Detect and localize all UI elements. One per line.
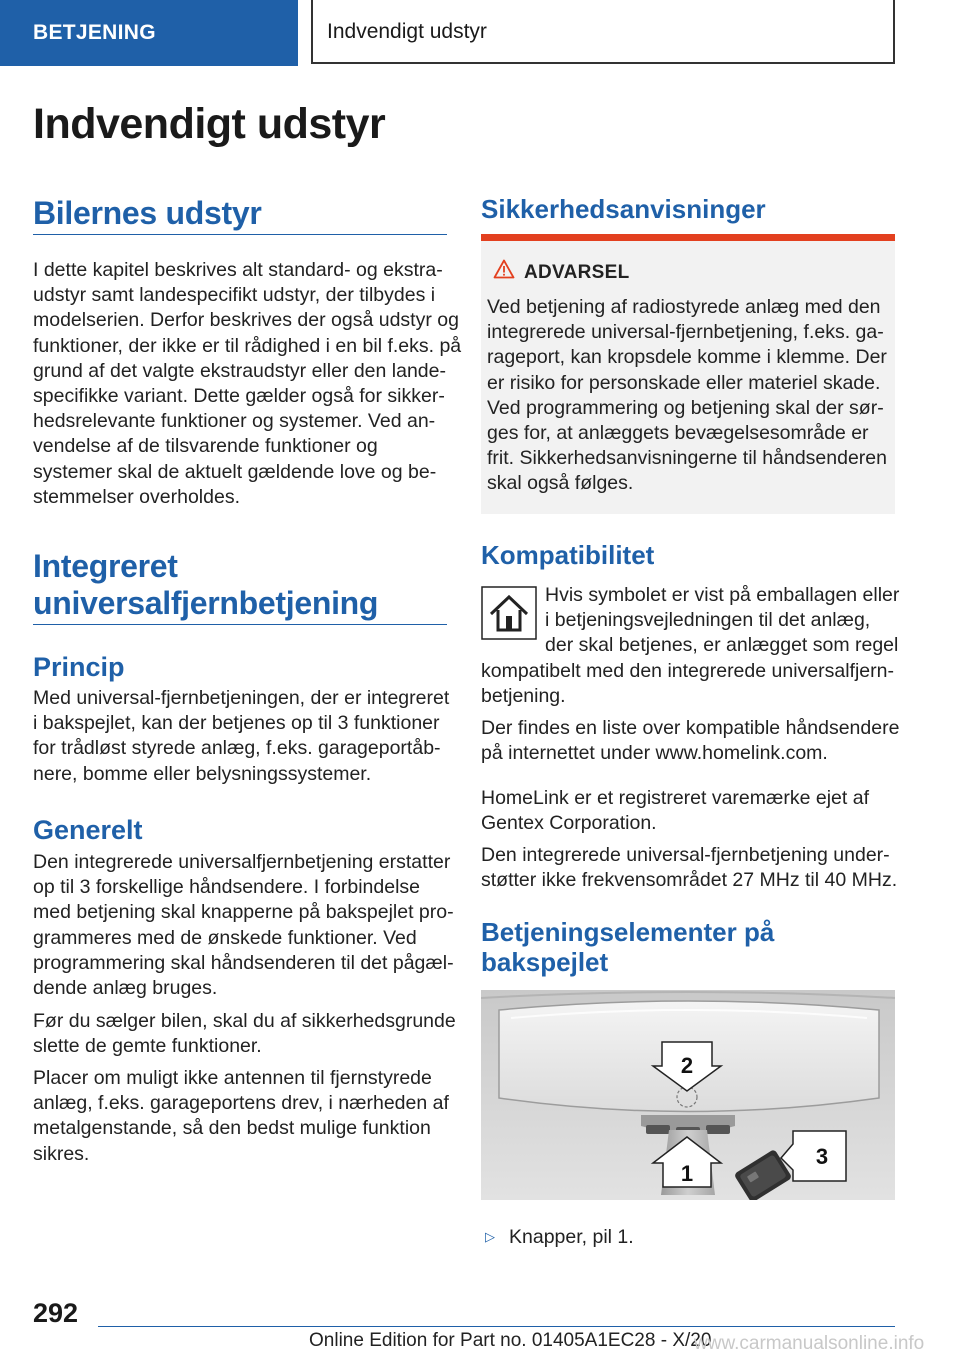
text-line: betjening. xyxy=(481,685,566,708)
text-line: anlæg, f.eks. garageportens drev, i nærheden af xyxy=(33,1092,449,1115)
text-line: for trådløst styrede anlæg, f.eks. garageportåb- xyxy=(33,737,441,760)
text-line: systemer skal de aktuelt gældende love og be- xyxy=(33,460,437,483)
text-line: op til 3 forskellige håndsendere. I forbindelse xyxy=(33,876,420,899)
mirror-label-1: 1 xyxy=(680,1161,694,1186)
watermark: www.carmanualsonline.info xyxy=(694,1333,925,1354)
text-line: modelserien. Derfor beskrives der også udstyr og xyxy=(33,309,459,332)
edition-text: Online Edition for Part no. 01405A1EC28 - X/20 xyxy=(309,1330,712,1351)
bullet-triangle-icon: ▷ xyxy=(485,1229,495,1244)
homelink-compatibility-icon xyxy=(481,586,537,640)
frequency-text xyxy=(481,843,897,893)
bullet-item xyxy=(481,1225,634,1251)
mirror-label-3: 3 xyxy=(815,1144,829,1169)
kompat-text-full xyxy=(481,659,894,709)
heading-generelt: Generelt xyxy=(33,815,143,845)
text-line: Den integrerede universal-fjernbetjening under- xyxy=(481,844,890,866)
text-line: Der findes en liste over kompatible håndsendere xyxy=(481,717,900,739)
heading-rule xyxy=(33,624,447,625)
text-line: Den integrerede universalfjernbetjening erstatter xyxy=(33,851,451,873)
paragraph-generelt-1 xyxy=(33,850,454,1001)
text-line: hedsrelevante funktioner og systemer. Ved an- xyxy=(33,410,436,433)
text-line: integrerede universal-fjernbetjening, f.eks. ga- xyxy=(487,321,884,344)
text-line: metalgenstande, så den bedst mulige funktion xyxy=(33,1117,431,1140)
text-line: rageport, kan kropsdele komme i klemme. Der xyxy=(487,346,887,369)
text-line: Før du sælger bilen, skal du af sikkerhedsgrunde xyxy=(33,1010,456,1032)
text-line: Gentex Corporation. xyxy=(481,812,657,835)
section-tab: BETJENING xyxy=(0,0,298,66)
text-line: funktioner, der ikke er til rådighed i en bil f.eks. på xyxy=(33,334,462,357)
text-line: på internettet under www.homelink.com. xyxy=(481,742,828,765)
rearview-mirror-illustration xyxy=(481,990,895,1200)
text-line: i bakspejlet, kan der betjenes op til 3 funktioner xyxy=(33,712,440,735)
heading-sikkerhedsanvisninger: Sikkerhedsanvisninger xyxy=(481,194,766,224)
text-line: ges for, at anlæggets bevægelsesområde er xyxy=(487,422,869,445)
text-line: udstyr samt landespecifikt udstyr, der tilbydes i xyxy=(33,284,436,307)
mirror-label-2: 2 xyxy=(680,1053,694,1078)
text-line: Hvis symbolet er vist på emballagen eller xyxy=(545,584,900,606)
text-line: grammeres med de ønskede funktioner. Ved xyxy=(33,926,417,949)
heading-bilernes-udstyr: Bilernes udstyr xyxy=(33,195,262,231)
text-line: I dette kapitel beskrives alt standard- og ekstra- xyxy=(33,259,443,281)
text-line: frit. Sikkerhedsanvisningerne til håndsenderen xyxy=(487,447,887,470)
text-line: vendelse af de tilsvarende funktioner og xyxy=(33,435,378,458)
text-line: Placer om muligt ikke antennen til fjernstyrede xyxy=(33,1067,432,1089)
paragraph-princip xyxy=(33,686,449,787)
text-line: dende anlæg bruges. xyxy=(33,977,218,1000)
warning-triangle-icon xyxy=(493,259,515,279)
paragraph-bilernes-udstyr xyxy=(33,258,461,510)
kompat-text-indented xyxy=(545,583,899,659)
text-line: Med universal-fjernbetjeningen, der er integreret xyxy=(33,687,450,709)
page-title: Indvendigt udstyr xyxy=(33,100,386,148)
text-line: specifikke variant. Dette gælder også for sikker- xyxy=(33,385,445,408)
text-line: HomeLink er et registreret varemærke ejet af xyxy=(481,787,869,809)
chapter-label: Indvendigt udstyr xyxy=(311,0,895,64)
heading-kompatibilitet: Kompatibilitet xyxy=(481,540,655,570)
footer-rule xyxy=(98,1326,895,1327)
kompat-homelink-url-text xyxy=(481,716,899,766)
text-line: slette de gemte funktioner. xyxy=(33,1035,262,1058)
homelink-trademark-text xyxy=(481,786,869,836)
text-line: i betjeningsvejledningen til det anlæg, xyxy=(545,609,871,632)
warning-text xyxy=(487,295,887,497)
heading-integreret-line2: universalfjernbetjening xyxy=(33,585,379,621)
text-line: der skal betjenes, er anlægget som regel xyxy=(545,634,899,657)
text-line: støtter ikke frekvensområdet 27 MHz til 40 MHz. xyxy=(481,869,898,892)
heading-betjeningselementer-line1: Betjeningselementer på xyxy=(481,917,775,947)
page-header xyxy=(0,0,960,66)
warning-label: ADVARSEL xyxy=(524,262,630,283)
page-number: 292 xyxy=(33,1298,79,1328)
heading-betjeningselementer-line2: bakspejlet xyxy=(481,947,609,977)
text-line: Ved programmering og betjening skal der sør- xyxy=(487,396,884,419)
warning-bar xyxy=(481,234,895,241)
text-line: er risiko for personskade eller materiel skade. xyxy=(487,371,881,394)
text-line: kompatibelt med den integrerede universalfjern- xyxy=(481,660,894,682)
text-line: med betjening skal knapperne på bakspejlet pro- xyxy=(33,901,454,924)
text-line: stemmelser overholdes. xyxy=(33,485,240,508)
heading-integreret-line1: Integreret xyxy=(33,548,178,584)
text-line: skal også følges. xyxy=(487,472,634,495)
text-line: nere, bomme eller belysningssystemer. xyxy=(33,762,372,785)
text-line: sikres. xyxy=(33,1142,90,1165)
paragraph-generelt-2 xyxy=(33,1009,456,1059)
heading-rule xyxy=(33,234,447,235)
text-line: Ved betjening af radiostyrede anlæg med den xyxy=(487,296,881,318)
paragraph-generelt-3 xyxy=(33,1066,449,1167)
text-line: programmering skal håndsenderen til det pågæl- xyxy=(33,951,454,974)
text-line: grund af det valgte ekstraudstyr eller den lande- xyxy=(33,359,446,382)
bullet-text: Knapper, pil 1. xyxy=(509,1226,634,1248)
heading-princip: Princip xyxy=(33,652,125,682)
